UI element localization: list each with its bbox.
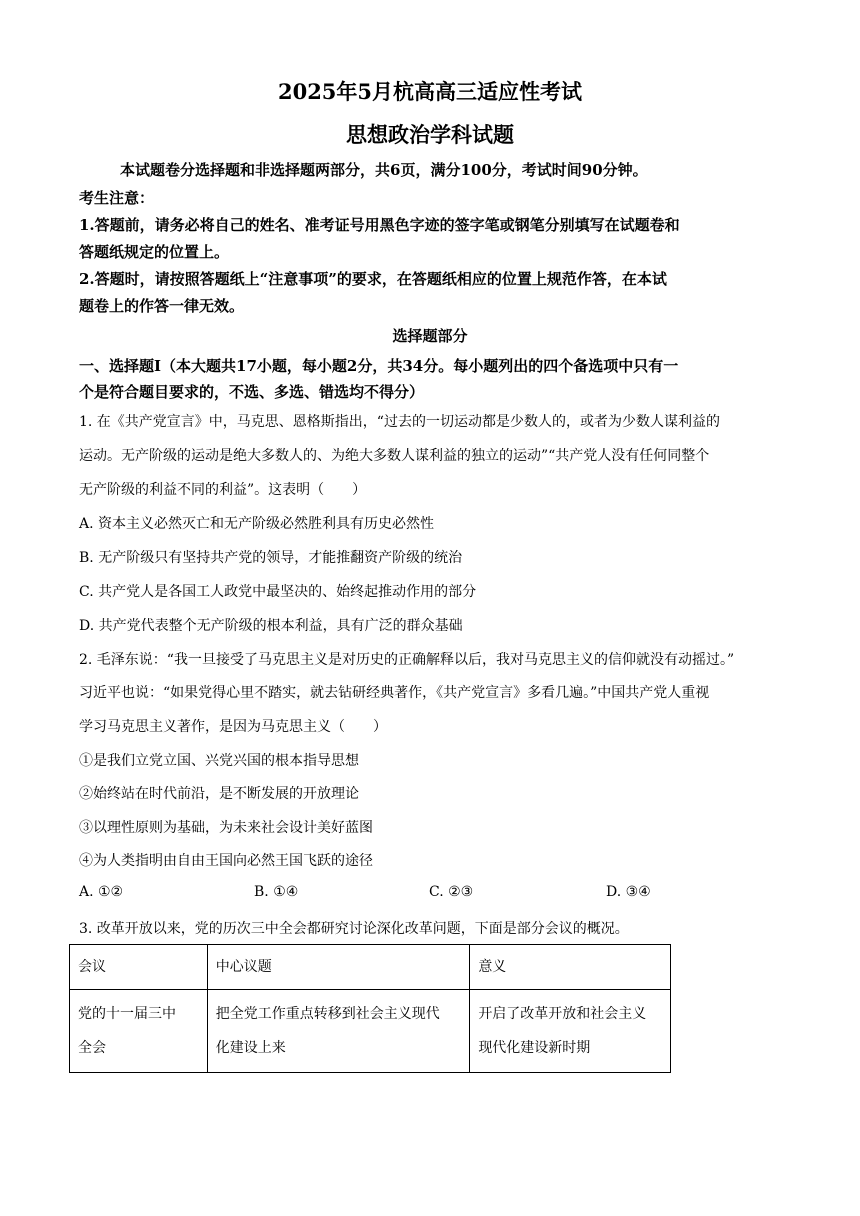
notice-heading: 考生注意： [79,189,155,207]
q2-options [79,884,799,904]
notice-line: 答题纸规定的位置上。 [79,243,230,261]
q1-stem-line: 无产阶级的利益不同的利益”。这表明（ ） [79,482,367,498]
q2-item-1: ①是我们立党立国、兴党兴国的根本指导思想 [79,753,359,769]
cell-line: 开启了改革开放和社会主义 [478,1006,647,1022]
q2-item-4: ④为人类指明由自由王国向必然王国飞跃的途径 [79,853,373,869]
q1-option-a: A. 资本主义必然灭亡和无产阶级必然胜利具有历史必然性 [79,516,435,532]
q2-stem-line: 习近平也说：“如果党得心里不踏实，就去钻研经典著作，《共产党宣言》多看几遍。”中国共产党人重视 [79,685,710,701]
part-instruction: 个是符合题目要求的，不选、多选、错选均不得分） [79,383,425,401]
q2-stem-line: 学习马克思主义著作，是因为马克思主义（ ） [79,719,387,735]
cell-line: 全会 [78,1040,106,1056]
table-cell-topic [207,990,470,1073]
exam-subtitle: 思想政治学科试题 [346,122,514,147]
q3-stem: 3. 改革开放以来，党的历次三中全会都研究讨论深化改革问题，下面是部分会议的概况。 [79,921,629,937]
cell-line: 化建设上来 [215,1040,286,1056]
q1-stem-line: 1. 在《共产党宣言》中，马克思、恩格斯指出，“过去的一切运动都是少数人的，或者为少数人谋利益的 [79,414,720,430]
notice-line: 题卷上的作答一律无效。 [79,297,245,315]
table-cell-meeting [70,990,208,1073]
cell-line: 党的十一届三中 [78,1006,176,1022]
q2-stem-line: 2. 毛泽东说：“我一旦接受了马克思主义是对历史的正确解释以后，我对马克思主义的信仰就没有动摇过。” [79,652,735,668]
q2-option-d: D. ③④ [606,884,651,900]
q1-stem-line: 运动。无产阶级的运动是绝大多数人的、为绝大多数人谋利益的独立的运动”“共产党人没有任何同整个 [79,448,710,464]
cell-line: 把全党工作重点转移到社会主义现代 [215,1006,440,1022]
notice-line: 2.答题时，请按照答题纸上“注意事项”的要求，在答题纸相应的位置上规范作答，在本试 [79,270,667,288]
q1-option-b: B. 无产阶级只有坚持共产党的领导，才能推翻资产阶级的统治 [79,550,463,566]
table-cell-meaning [470,990,671,1073]
meeting-table [69,944,671,1073]
table-row [70,990,671,1073]
section-heading: 选择题部分 [392,327,468,345]
table-header-cell: 中心议题 [207,945,470,990]
q2-item-2: ②始终站在时代前沿，是不断发展的开放理论 [79,786,359,802]
exam-intro: 本试题卷分选择题和非选择题两部分，共6页，满分100分，考试时间90分钟。 [120,161,648,179]
q1-option-d: D. 共产党代表整个无产阶级的根本利益，具有广泛的群众基础 [79,618,463,634]
notice-line: 1.答题前，请务必将自己的姓名、准考证号用黑色字迹的签字笔或钢笔分别填写在试题卷和 [79,216,680,234]
q2-option-b: B. ①④ [254,884,299,900]
table-header-cell: 会议 [70,945,208,990]
q1-option-c: C. 共产党人是各国工人政党中最坚决的、始终起推动作用的部分 [79,584,477,600]
q2-option-a: A. ①② [79,884,124,900]
q2-option-c: C. ②③ [429,884,474,900]
exam-title: 2025年5月杭高高三适应性考试 [277,79,583,104]
cell-line: 现代化建设新时期 [478,1040,591,1056]
part-instruction: 一、选择题Ⅰ（本大题共17小题，每小题2分，共34分。每小题列出的四个备选项中只有一 [79,357,679,375]
table-header-row [70,945,671,990]
table-header-cell: 意义 [470,945,671,990]
q2-item-3: ③以理性原则为基础，为未来社会设计美好蓝图 [79,820,373,836]
